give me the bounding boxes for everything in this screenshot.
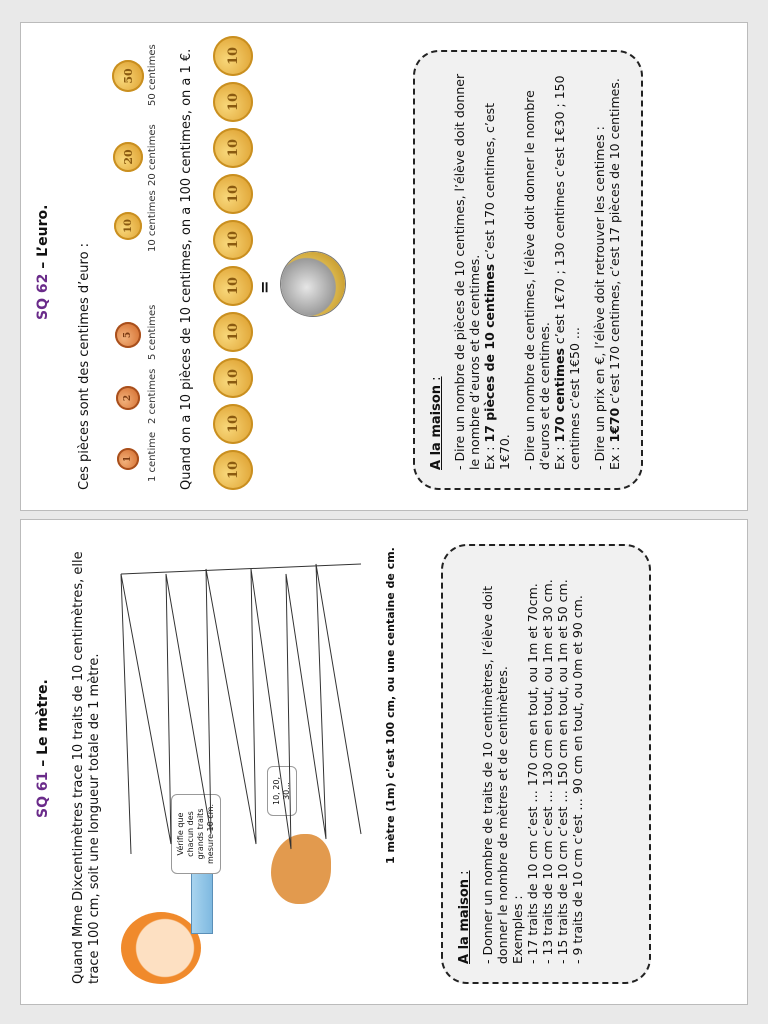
coin-label-10: 10 centimes xyxy=(147,190,158,252)
girl-illustration-icon xyxy=(121,912,201,984)
sq62-title-text: – L’euro. xyxy=(35,204,51,274)
equals-sign: = xyxy=(255,280,274,294)
coin-label-20: 20 centimes xyxy=(147,124,158,186)
coin-10-icon: 10 xyxy=(213,128,253,168)
coin-50-centimes-icon: 50 xyxy=(112,60,144,92)
sq62-home-item-2: - Dire un nombre de centimes, l’élève doit donner le nombre d’euros et de centimes. Ex : 170 centimes c’est 1€70 ; 130 centimes c’est 1€30 ; 150 centimes c’est 1€50 ... xyxy=(522,75,582,470)
coin-10-icon: 10 xyxy=(213,312,253,352)
sq62-home-box xyxy=(413,50,643,490)
sq61-home-text: - Donner un nombre de traits de 10 centimètres, l’élève doit donner le nombre de mètres et de centimètres. Exemples : - 17 traits de 10 cm c’est … 170 cm en tout, ou 1m et 70cm. - 13 traits de 10 cm c’est … 130 cm en tout, ou 1m et 30 cm. - 15 traits de 10 cm c’est … 150 cm en tout, ou 1m et 50 cm. - 9 traits de 10 cm c’est … 90 cm en tout, ou 0m et 90 cm. xyxy=(480,579,585,964)
one-euro-coin-icon xyxy=(281,252,345,316)
page-sq62-content xyxy=(21,23,747,510)
sq62-number: SQ 62 xyxy=(35,273,51,320)
coin-1-centime-icon: 1 xyxy=(117,448,139,470)
coin-10-icon: 10 xyxy=(213,220,253,260)
coin-label-50: 50 centimes xyxy=(147,44,158,106)
zigzag-lines xyxy=(111,534,371,874)
coin-label-1: 1 centime xyxy=(147,431,158,482)
coin-label-5: 5 centimes xyxy=(147,304,158,360)
page-sq61 xyxy=(20,519,748,1005)
sq61-title-text: – Le mètre. xyxy=(35,679,51,772)
coin-10-icon: 10 xyxy=(213,36,253,76)
coin-label-2: 2 centimes xyxy=(147,368,158,424)
coin-10-icon: 10 xyxy=(213,404,253,444)
sq61-home-box xyxy=(441,544,651,984)
sq61-number: SQ 61 xyxy=(35,771,51,818)
sq61-summary: 1 mètre (1m) c’est 100 cm, ou une centaine de cm. xyxy=(384,547,397,864)
sq61-title xyxy=(35,679,51,818)
sq62-intro: Ces pièces sont des centimes d’euro : xyxy=(77,242,92,490)
coin-20-centimes-icon: 20 xyxy=(113,142,143,172)
coin-10-icon: 10 xyxy=(213,450,253,490)
sq62-home-item-3: - Dire un prix en €, l’élève doit retrouver les centimes : Ex : 1€70 c’est 170 centimes, c’est 17 pièces de 10 centimes. xyxy=(592,78,622,470)
coin-10-icon: 10 xyxy=(213,358,253,398)
sq61-home-title: A la maison : xyxy=(457,870,472,964)
sq62-title xyxy=(35,205,51,320)
page-sq61-content xyxy=(21,520,747,1004)
sq62-home-item-1: - Dire un nombre de pièces de 10 centimes, l’élève doit donner le nombre d’euros et de centimes. Ex : 17 pièces de 10 centimes c’est 170 centimes, c’est 1€70. xyxy=(452,73,512,470)
speech-bubble-right: 10, 20, 30... xyxy=(267,766,297,816)
page-sq62 xyxy=(20,22,748,511)
coin-10-icon: 10 xyxy=(213,82,253,122)
sq62-home-title: A la maison : xyxy=(429,376,444,470)
sq62-sentence: Quand on a 10 pièces de 10 centimes, on a 100 centimes, on a 1 €. xyxy=(179,48,194,490)
coin-10-icon: 10 xyxy=(213,266,253,306)
coin-10-icon: 10 xyxy=(213,174,253,214)
coin-2-centimes-icon: 2 xyxy=(116,386,140,410)
coin-10-centimes-icon: 10 xyxy=(114,212,142,240)
coin-5-centimes-icon: 5 xyxy=(115,322,141,348)
sq61-intro: Quand Mme Dixcentimètres trace 10 traits de 10 centimètres, elle trace 100 cm, soit une longueur totale de 1 mètre. xyxy=(71,551,102,984)
speech-bubble-left: Vérifie que chacun des grands traits mesure 10 cm. xyxy=(171,794,221,874)
